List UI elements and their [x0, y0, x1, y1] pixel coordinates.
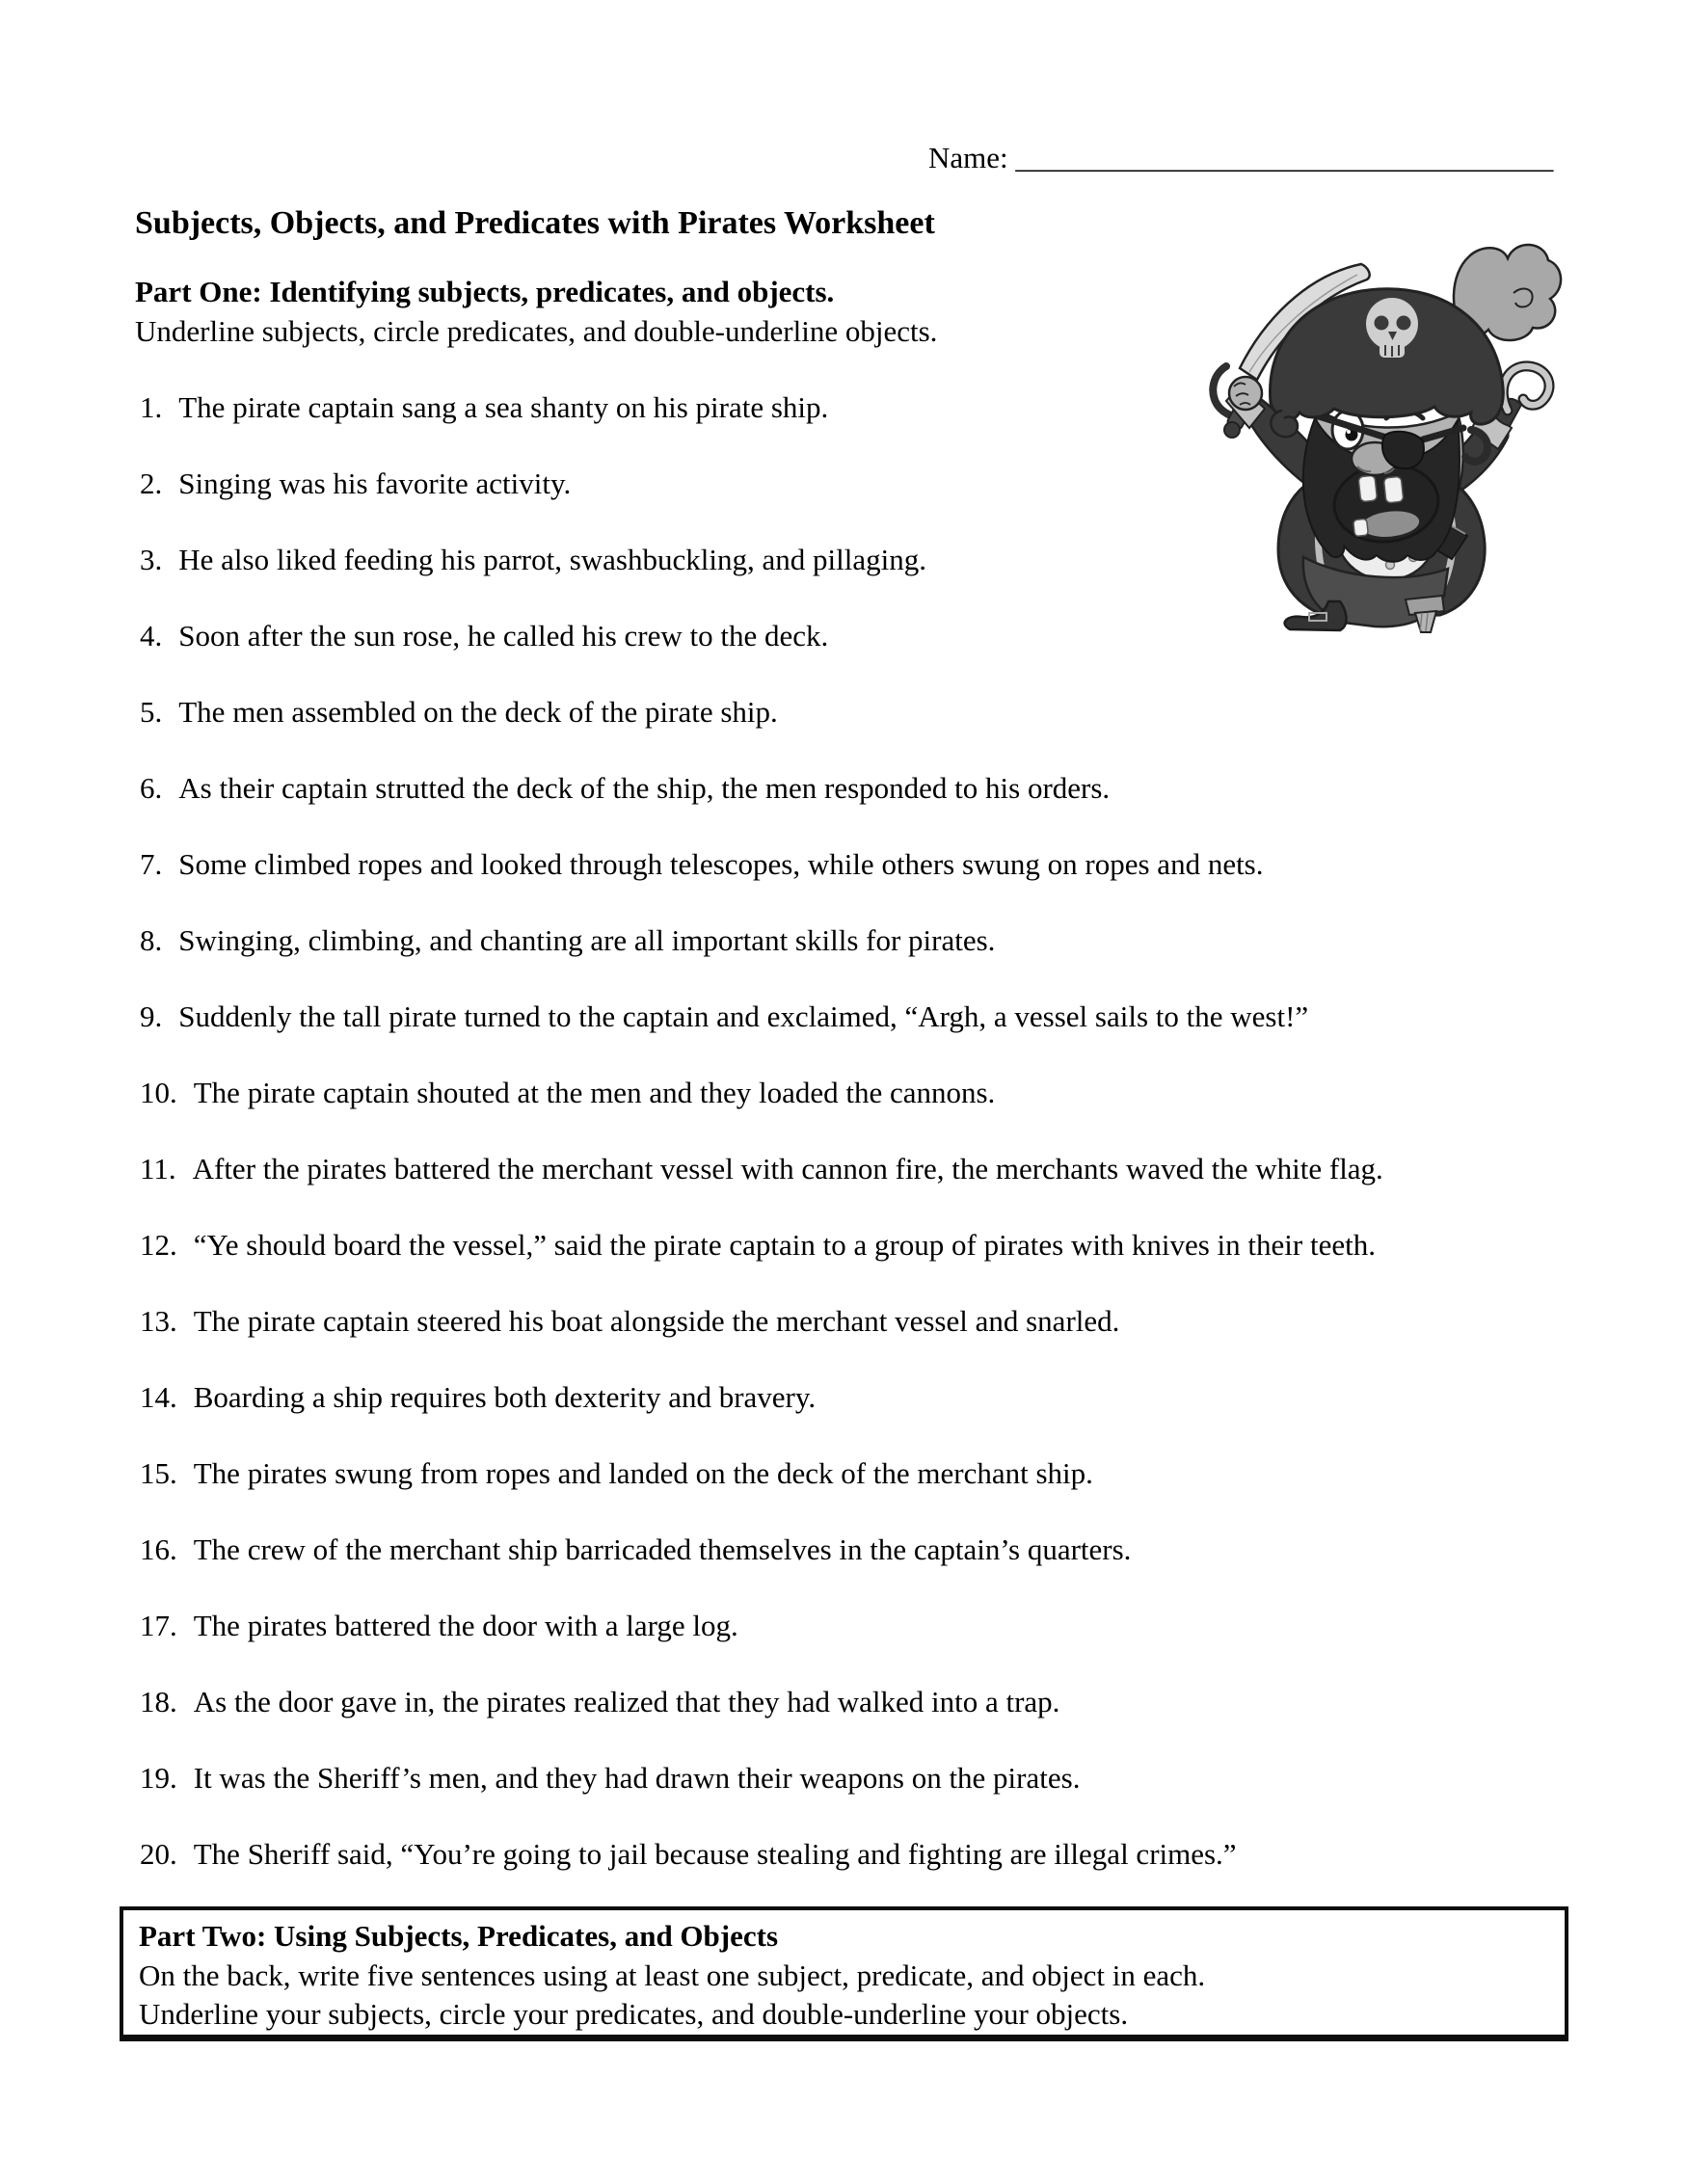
sentence-number: 16.: [140, 1532, 177, 1566]
sentence-number: 19.: [140, 1761, 177, 1795]
sentence-item: [140, 1760, 1383, 1797]
sentence-text: Swinging, climbing, and chanting are all important skills for pirates.: [178, 923, 996, 957]
sentence-number: 18.: [140, 1685, 177, 1718]
pirate-illustration: [1182, 231, 1567, 634]
sentence-number: 17.: [140, 1609, 177, 1642]
sentence-item: [140, 1151, 1383, 1187]
sentence-text: As the door gave in, the pirates realized that they had walked into a trap.: [193, 1685, 1060, 1718]
sentence-number: 7.: [140, 847, 163, 881]
sentence-text: Soon after the sun rose, he called his crew to the deck.: [178, 619, 829, 653]
sentence-number: 20.: [140, 1837, 177, 1871]
sentence-number: 4.: [140, 619, 163, 653]
sentence-item: [140, 1379, 1383, 1416]
fist: [1229, 377, 1262, 410]
sentence-text: He also liked feeding his parrot, swashbuckling, and pillaging.: [178, 543, 926, 576]
sentence-number: 14.: [140, 1380, 177, 1414]
part-two-heading: Part Two: Using Subjects, Predicates, and Objects: [139, 1919, 779, 1953]
sentence-number: 8.: [140, 923, 163, 957]
sentence-item: [140, 770, 1383, 807]
sentence-number: 11.: [140, 1152, 176, 1185]
sentence-number: 5.: [140, 695, 163, 729]
name-label: Name:: [928, 141, 1008, 174]
sentence-text: Some climbed ropes and looked through telescopes, while others swung on ropes and nets.: [178, 847, 1264, 881]
name-blank-line: ____________________________________: [1015, 141, 1554, 174]
sentence-number: 10.: [140, 1076, 177, 1109]
sentence-number: 13.: [140, 1304, 177, 1338]
sentence-text: The men assembled on the deck of the pirate ship.: [178, 695, 778, 729]
sentence-item: [140, 1227, 1383, 1264]
tooth: [1353, 519, 1369, 536]
sentence-item: [140, 1075, 1383, 1111]
part-two-box: [120, 1906, 1568, 2041]
sentence-item: [140, 1684, 1383, 1720]
part-one-heading: Part One: Identifying subjects, predicates, and objects.: [135, 275, 835, 308]
sentence-text: Suddenly the tall pirate turned to the captain and exclaimed, “Argh, a vessel sails to the west!”: [178, 999, 1309, 1033]
sentence-text: The pirates swung from ropes and landed on the deck of the merchant ship.: [193, 1456, 1093, 1490]
tooth: [1383, 476, 1404, 503]
part-one-instructions: Underline subjects, circle predicates, and double-underline objects.: [135, 314, 938, 348]
sentence-item: [140, 1836, 1383, 1873]
sentence-item: [140, 922, 1383, 959]
part-two-line1: On the back, write five sentences using at least one subject, predicate, and object in each.: [139, 1958, 1206, 1992]
sentence-item: [140, 999, 1383, 1035]
sentence-text: After the pirates battered the merchant vessel with cannon fire, the merchants waved the white flag.: [192, 1152, 1383, 1185]
sentence-item: [140, 1303, 1383, 1340]
sentence-number: 9.: [140, 999, 163, 1033]
sentence-text: Singing was his favorite activity.: [178, 466, 572, 500]
sentence-number: 2.: [140, 466, 163, 500]
sentence-text: The pirate captain sang a sea shanty on his pirate ship.: [178, 390, 829, 424]
sentence-text: The pirates battered the door with a large log.: [193, 1609, 738, 1642]
page-title: Subjects, Objects, and Predicates with Pirates Worksheet: [135, 205, 935, 241]
sentence-item: [140, 694, 1383, 731]
sentence-number: 3.: [140, 543, 163, 576]
sentence-number: 1.: [140, 390, 163, 424]
sentence-text: The pirate captain steered his boat alongside the merchant vessel and snarled.: [193, 1304, 1120, 1338]
sentence-item: [140, 1608, 1383, 1644]
pirate-cartoon-image: [1182, 231, 1567, 634]
sentence-item: [140, 846, 1383, 883]
sentence-text: It was the Sheriff’s men, and they had drawn their weapons on the pirates.: [193, 1761, 1081, 1795]
sentence-number: 15.: [140, 1456, 177, 1490]
sentence-text: “Ye should board the vessel,” said the pirate captain to a group of pirates with knives in their teeth.: [193, 1228, 1376, 1262]
sentence-item: [140, 1531, 1383, 1568]
sentence-item: [140, 1455, 1383, 1492]
sentence-text: Boarding a ship requires both dexterity and bravery.: [193, 1380, 817, 1414]
tooth: [1358, 475, 1378, 502]
sentence-text: As their captain strutted the deck of the ship, the men responded to his orders.: [178, 771, 1111, 805]
sentence-text: The Sheriff said, “You’re going to jail because stealing and fighting are illegal crimes.”: [193, 1837, 1237, 1871]
part-two-line2: Underline your subjects, circle your predicates, and double-underline your objects.: [139, 1997, 1129, 2031]
sentence-text: The crew of the merchant ship barricaded themselves in the captain’s quarters.: [193, 1532, 1132, 1566]
sentence-number: 12.: [140, 1228, 177, 1262]
sentence-text: The pirate captain shouted at the men and they loaded the cannons.: [193, 1076, 996, 1109]
sentence-number: 6.: [140, 771, 163, 805]
name-row: [928, 141, 1553, 175]
